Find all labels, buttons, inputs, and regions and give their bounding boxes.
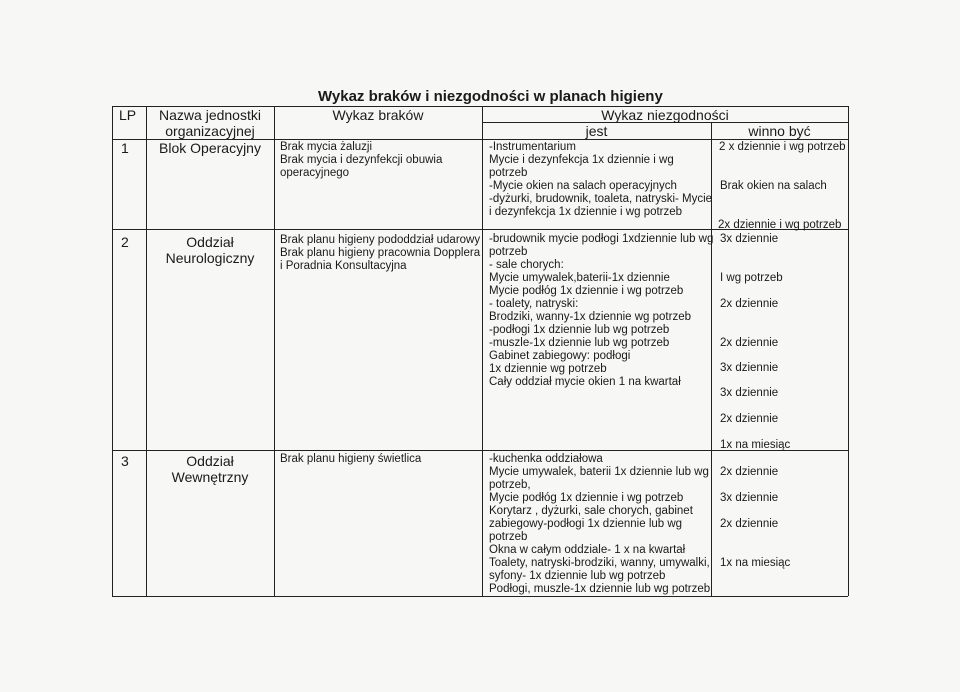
header-should-be: winno być (748, 123, 811, 139)
row-3-is (489, 453, 710, 596)
row-2-is-line: 1x dziennie wg potrzeb (489, 363, 607, 375)
row-2-is-line: -brudownik mycie podłogi 1xdziennie lub wg (489, 233, 714, 245)
row-2-is-line: Mycie podłóg 1x dziennie i wg potrzeb (489, 285, 684, 297)
table-border-left (112, 106, 113, 596)
header-deficiencies: Wykaz braków (332, 107, 424, 123)
row-2-should-1: I wg potrzeb (720, 272, 783, 284)
row-2-unit (146, 234, 274, 266)
row-3-is-line: Toalety, natryski-brodziki, wanny, umywalki, (489, 557, 710, 569)
header-is: jest (585, 123, 608, 139)
row-2-is (489, 233, 713, 389)
row-2-should-2: 2x dziennie (720, 298, 779, 310)
row-3-is-line: potrzeb, (489, 479, 531, 491)
row-2-should-4: 3x dziennie (720, 362, 779, 374)
header-lp: LP (119, 107, 137, 123)
row-3-should-1: 3x dziennie (720, 492, 779, 504)
row-2-is-line: - sale chorych: (489, 259, 564, 271)
row-2-should-5: 3x dziennie (720, 387, 779, 399)
row-3-unit-line: Oddział (186, 453, 234, 469)
row-1-lp: 1 (121, 140, 129, 156)
row-1-is-line: potrzeb (489, 167, 528, 179)
row-2-deficiency-line: Brak planu higieny pododdział udarowy (280, 234, 481, 246)
row-3-deficiencies (280, 453, 421, 466)
row-1-should-6: 2x dziennie i wg potrzeb (718, 219, 842, 231)
row-2-deficiency-line: Brak planu higieny pracownia Dopplera (280, 247, 481, 259)
row-3-unit-line: Wewnętrzny (171, 469, 249, 485)
row-3-is-line: Mycie podłóg 1x dziennie i wg potrzeb (489, 492, 684, 504)
row-1-should-3: Brak okien na salach (720, 180, 827, 192)
row-1-should-0: 2 x dziennie i wg potrzeb (719, 141, 846, 153)
row-1-is-line: -dyżurki, brudownik, toaleta, natryski- Mycie (489, 193, 713, 205)
row-3-is-line: -kuchenka oddziałowa (489, 453, 603, 465)
row-2-is-line: Mycie umywalek,baterii-1x dziennie (489, 272, 670, 284)
row-1-is-line: Mycie i dezynfekcja 1x dziennie i wg (489, 154, 674, 166)
row-3-is-line: Podłogi, muszle-1x dziennie lub wg potrzeb (489, 583, 711, 595)
row-1-deficiencies (280, 141, 442, 180)
row-1-is (489, 141, 712, 219)
row-3-deficiency-line: Brak planu higieny świetlica (280, 453, 422, 465)
row-3-is-line: Mycie umywalek, baterii 1x dziennie lub wg (489, 466, 709, 478)
col-divider-lp (146, 106, 147, 596)
row-3-should-2: 2x dziennie (720, 518, 779, 530)
row-3-lp: 3 (121, 453, 129, 469)
row-2-deficiencies (280, 234, 480, 273)
row-2-should-0: 3x dziennie (720, 233, 779, 245)
row-3-should-0: 2x dziennie (720, 466, 779, 478)
row-2-should-3: 2x dziennie (720, 337, 779, 349)
row-3-should-3: 1x na miesiąc (720, 557, 791, 569)
row-3-is-line: Korytarz , dyżurki, sale chorych, gabinet (489, 505, 693, 517)
row-3-is-line: zabiegowy-podłogi 1x dziennie lub wg (489, 518, 683, 530)
header-unit-line1: Nazwa jednostki (159, 107, 261, 123)
table-border-bottom (112, 596, 848, 597)
col-divider-unit (274, 106, 275, 596)
row-2-is-line: - toalety, natryski: (489, 298, 579, 310)
row-2-is-line: -muszle-1x dziennie lub wg potrzeb (489, 337, 670, 349)
row-2-unit-line: Oddział (186, 234, 234, 250)
header-nonconformities: Wykaz niezgodności (601, 107, 729, 123)
col-divider-deficiencies (482, 106, 483, 596)
row-2-is-line: -podłogi 1x dziennie lub wg potrzeb (489, 324, 670, 336)
row-2-lp: 2 (121, 234, 129, 250)
table-border-right (848, 106, 849, 596)
row-1-is-line: -Instrumentarium (489, 141, 576, 153)
row-3-is-line: syfony- 1x dziennie lub wg potrzeb (489, 570, 666, 582)
row-1-is-line: i dezynfekcja 1x dziennie i wg potrzeb (489, 206, 683, 218)
row-3-is-line: Okna w całym oddziale- 1 x na kwartał (489, 544, 686, 556)
header-unit-line2: organizacyjnej (165, 123, 255, 139)
row-2-deficiency-line: i Poradnia Konsultacyjna (280, 260, 407, 272)
row-2-is-line: potrzeb (489, 246, 528, 258)
row-2-is-line: Brodziki, wanny-1x dziennie wg potrzeb (489, 311, 691, 323)
document-title: Wykaz braków i niezgodności w planach higieny (318, 88, 663, 105)
row-1-is-line: -Mycie okien na salach operacyjnych (489, 180, 677, 192)
row-1-deficiency-line: Brak mycia żaluzji (280, 141, 373, 153)
row-2-should-7: 1x na miesiąc (720, 439, 791, 451)
row-2-is-line: Cały oddział mycie okien 1 na kwartał (489, 376, 681, 388)
row-2-should-6: 2x dziennie (720, 413, 779, 425)
row-1-deficiency-line: operacyjnego (280, 167, 350, 179)
row-2-is-line: Gabinet zabiegowy: podłogi (489, 350, 631, 362)
row-1-deficiency-line: Brak mycia i dezynfekcji obuwia (280, 154, 443, 166)
row-3-unit (146, 453, 274, 485)
row-2-unit-line: Neurologiczny (165, 250, 255, 266)
row-3-is-line: potrzeb (489, 531, 528, 543)
row-1-unit: Blok Operacyjny (159, 140, 261, 156)
